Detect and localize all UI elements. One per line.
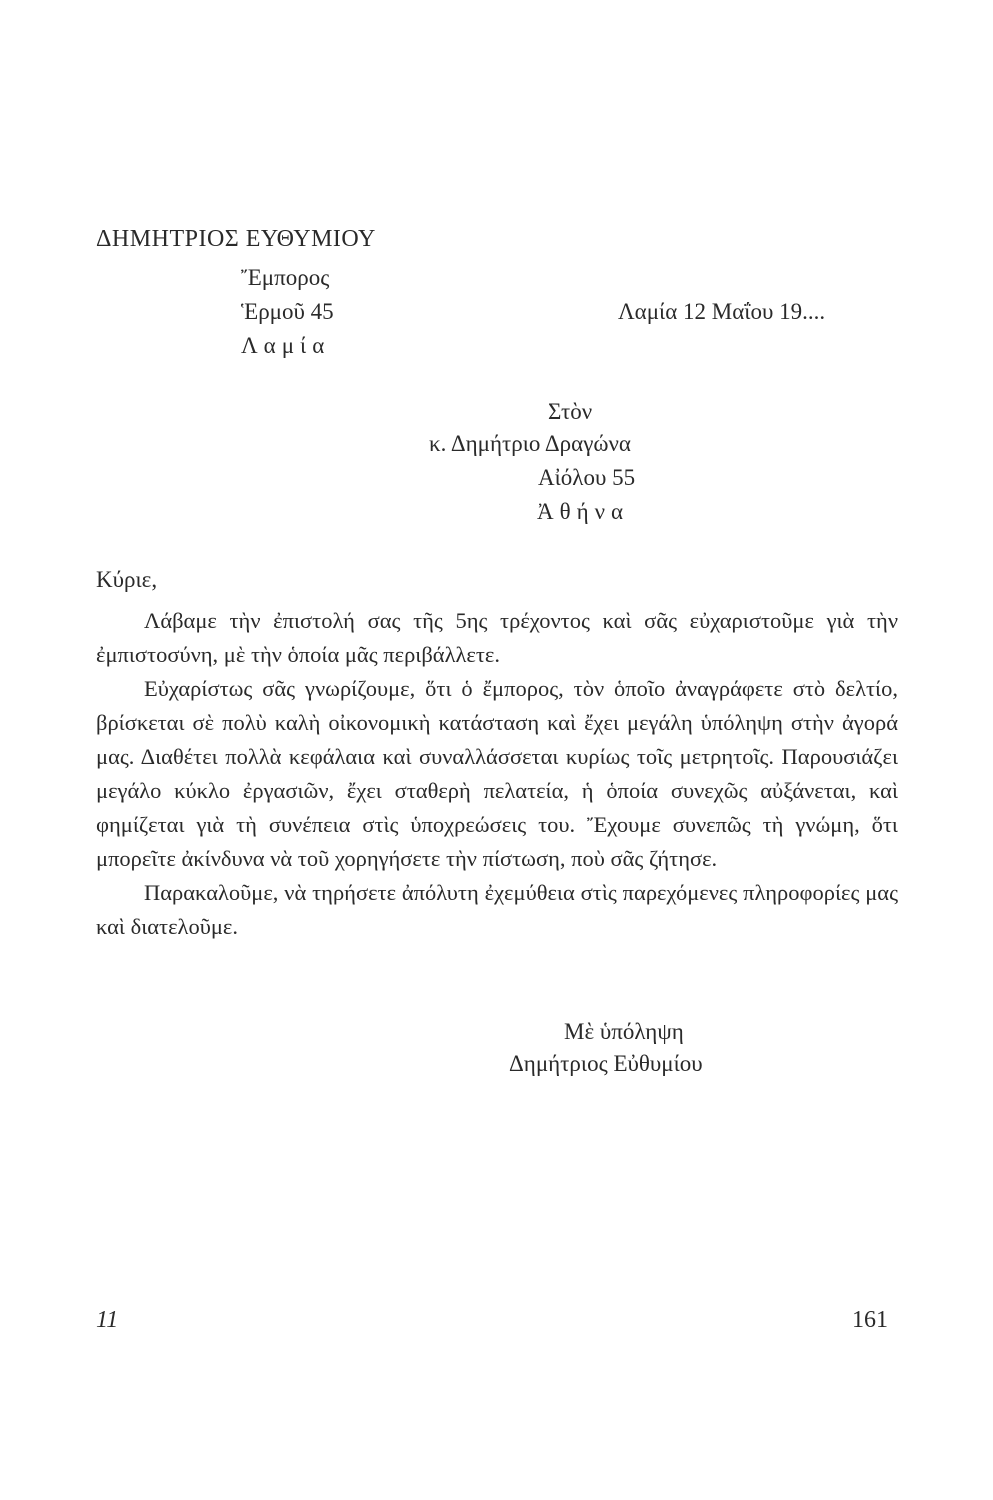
closing: Μὲ ὑπόληψη [564,1019,684,1044]
recipient-street: Αἰόλου 55 [538,465,636,490]
page-number: 161 [852,1307,888,1333]
recipient-name: κ. Δημήτριο Δραγώνα [429,431,631,456]
signature: Δημήτριος Εὐθυμίου [509,1051,703,1076]
date-line: Λαμία 12 Μαΐου 19.... [618,299,826,324]
sender-street: Ἑρμοῦ 45 [241,299,334,324]
recipient-city: Ἀθήνα [537,499,630,524]
letter-body [96,604,898,944]
paragraph-1: Λάβαμε τὴν ἐπιστολή σας τῆς 5ης τρέχοντος καὶ σᾶς εὐχαριστοῦμε γιὰ τὴν ἐμπιστοσύνη, μὲ τὴν ὁποία μᾶς περιβάλλετε. [96,608,898,667]
salutation: Κύριε, [96,567,158,592]
sender-title: Ἔμπορος [241,265,330,290]
sender-name: ΔΗΜΗΤΡΙΟΣ ΕΥΘΥΜΙΟΥ [96,226,376,252]
sender-city: Λαμία [241,333,331,358]
recipient-prefix: Στὸν [548,399,593,424]
paragraph-2: Εὐχαρίστως σᾶς γνωρίζουμε, ὅτι ὁ ἔμπορος, τὸν ὁποῖο ἀναγράφετε στὸ δελτίο, βρίσκεται σὲ πολὺ καλὴ οἰκονομικὴ κατάσταση καὶ ἔχει μεγάλη ὑπόληψη στὴν ἀγορά μας. Διαθέτει πολλὰ κεφάλαια καὶ συναλλάσσεται κυρίως τοῖς μετρητοῖς. Παρουσιάζει μεγάλο κύκλο ἐργασιῶν, ἔχει σταθερὴ πελατεία, ἡ ὁποία συνεχῶς αὐξάνεται, καὶ φημίζεται γιὰ τὴ συνέπεια στὶς ὑποχρεώσεις του. Ἔχουμε συνεπῶς τὴ γνώμη, ὅτι μπορεῖτε ἀκίνδυνα νὰ τοῦ χορηγήσετε τὴν πίστωση, ποὺ σᾶς ζήτησε. [96,676,898,871]
footer-section-number: 11 [96,1307,119,1333]
paragraph-3: Παρακαλοῦμε, νὰ τηρήσετε ἀπόλυτη ἐχεμύθεια στὶς παρεχόμενες πληροφορίες μας καὶ διατελοῦμε. [96,880,898,939]
